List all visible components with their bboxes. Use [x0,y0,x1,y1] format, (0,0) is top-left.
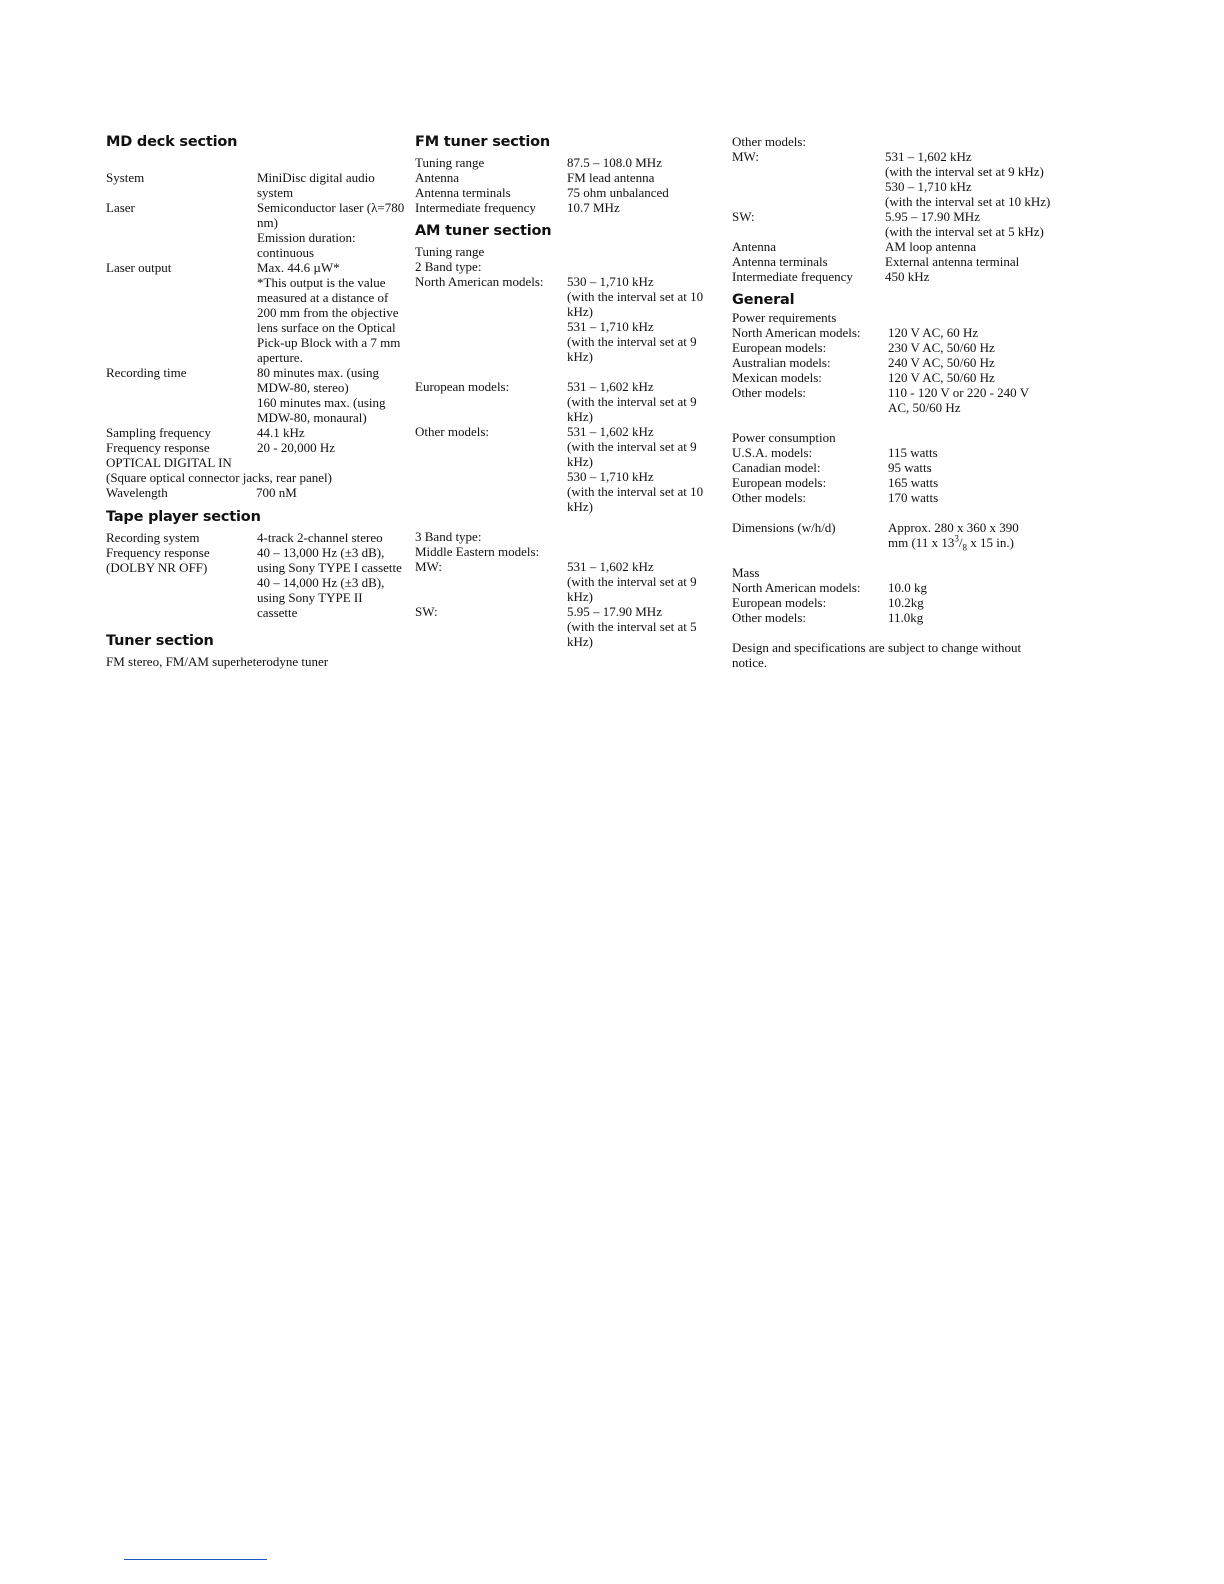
spec-value: 10.7 MHz [567,200,620,215]
spec-key: Frequency response (DOLBY NR OFF) [106,545,210,575]
spec-row [415,155,725,170]
spec-value: 531 – 1,602 kHz (with the interval set at 9 kHz) [567,379,697,424]
mass-list [732,580,1052,625]
md-deck-heading: MD deck section [106,134,238,150]
spec-key: MW: [415,559,442,574]
spec-row [106,365,406,425]
power-consumption-label: Power consumption [732,430,836,445]
spec-value: 110 - 120 V or 220 - 240 V AC, 50/60 Hz [888,385,1029,415]
spec-row [732,340,1052,355]
spec-key: North American models: [732,325,861,340]
spec-row [106,425,406,440]
spec-key: Other models: [732,610,807,625]
fraction-numerator: 3 [954,533,959,544]
spec-key: Antenna [415,170,460,185]
spec-row [732,475,1052,490]
spec-key: Canadian model: [732,460,821,475]
spec-row [732,580,1052,595]
spec-row [732,385,1052,415]
am-2band-label: 2 Band type: [415,259,482,274]
spec-row [732,490,1052,505]
spec-key: Laser output [106,260,172,275]
column-2 [415,134,725,649]
spec-row [732,239,1052,254]
fm-tuner-heading: FM tuner section [415,134,551,150]
spec-key: North American models: [732,580,861,595]
change-notice: Design and specifications are subject to change without notice. [732,640,1022,670]
spec-row [732,254,1052,269]
am-3band-list [415,559,725,649]
spec-row [732,370,1052,385]
spec-key: Mexican models: [732,370,822,385]
spec-value: 165 watts [888,475,939,490]
spec-row [415,424,725,514]
spec-value [888,520,1052,553]
spec-row [106,440,406,455]
dimensions-imperial-a: mm (11 x 13 [888,535,955,550]
spec-value: 10.2kg [888,595,924,610]
general-heading: General [732,292,795,308]
dimensions-imperial [888,533,1052,553]
am-3band-label: 3 Band type: [415,529,482,544]
spec-value: 120 V AC, 60 Hz [888,325,979,340]
spec-value: 20 - 20,000 Hz [257,440,335,455]
column-1 [106,134,406,669]
spec-key: European models: [732,340,827,355]
spec-row [415,559,725,604]
spec-value: 5.95 – 17.90 MHz (with the interval set at 5 kHz) [567,604,697,649]
tape-player-heading: Tape player section [106,509,261,525]
spec-value: 44.1 kHz [257,425,305,440]
spec-row [106,260,406,365]
spec-key: Dimensions (w/h/d) [732,520,836,535]
spec-key: Other models: [415,424,490,439]
spec-value: 120 V AC, 50/60 Hz [888,370,995,385]
spec-value: 87.5 – 108.0 MHz [567,155,662,170]
tape-spec-list [106,530,406,620]
spec-value: 11.0kg [888,610,924,625]
spec-key: Tuning range [415,155,485,170]
spec-key: Recording time [106,365,187,380]
fraction-denominator: 8 [962,542,967,553]
spec-key: Antenna [732,239,777,254]
fm-spec-list [415,155,725,215]
spec-key: MW: [732,149,759,164]
spec-value: Semiconductor laser (λ=780 nm) Emission duration: continuous [257,200,405,260]
spec-key: Laser [106,200,135,215]
spec-value: 40 – 13,000 Hz (±3 dB), using Sony TYPE I cassette 40 – 14,000 Hz (±3 dB), using Sony TYPE II cassette [257,545,402,620]
power-consumption-list [732,445,1052,505]
spec-value: 115 watts [888,445,938,460]
spec-row [415,274,725,364]
spec-value: 10.0 kg [888,580,927,595]
spec-key: European models: [732,475,827,490]
spec-value: 530 – 1,710 kHz (with the interval set at 10 kHz) 531 – 1,710 kHz (with the interval set at 9 kHz) [567,274,704,364]
spec-row [732,209,1052,239]
spec-row-wavelength [106,485,406,500]
spec-key: Other models: [732,490,807,505]
spec-value: Max. 44.6 µW* *This output is the value measured at a distance of 200 mm from the objective lens surface on the Optical Pick-up Block with a 7 mm aperture. [257,260,401,365]
spec-key: Sampling frequency [106,425,212,440]
spec-value: FM lead antenna [567,170,655,185]
spec-value: 531 – 1,602 kHz (with the interval set at 9 kHz) 530 – 1,710 kHz (with the interval set at 10 kHz) [567,424,704,514]
spec-key: Recording system [106,530,200,545]
spec-row [732,269,1052,284]
spec-key: European models: [415,379,510,394]
spec-key: Intermediate frequency [415,200,536,215]
tuner-heading: Tuner section [106,633,214,649]
spec-row [732,325,1052,340]
am-other-models-label: Other models: [732,134,807,149]
am-2band-list [415,274,725,514]
spec-value: 5.95 – 17.90 MHz (with the interval set at 5 kHz) [885,209,1044,239]
spec-key: Antenna terminals [415,185,511,200]
spec-value: 75 ohm unbalanced [567,185,669,200]
mass-label: Mass [732,565,760,580]
optical-digital-in-note: (Square optical connector jacks, rear panel) [106,470,332,485]
spec-row [732,460,1052,475]
fraction-slash: / [958,535,963,550]
spec-row [106,200,406,260]
spec-row [732,355,1052,370]
dimensions-metric: Approx. 280 x 360 x 390 [888,520,1019,535]
spec-key: System [106,170,145,185]
spec-value: MiniDisc digital audio system [257,170,375,200]
power-requirements-label: Power requirements [732,310,837,325]
power-requirements-list [732,325,1052,415]
am-tuning-range-label: Tuning range [415,244,485,259]
spec-row [732,445,1052,460]
spec-key: SW: [415,604,438,619]
spec-key: Frequency response [106,440,210,455]
am-tuner-heading: AM tuner section [415,223,552,239]
spec-row [106,530,406,545]
spec-value: 95 watts [888,460,932,475]
spec-key: Antenna terminals [732,254,828,269]
spec-key: Australian models: [732,355,831,370]
spec-value: 531 – 1,602 kHz (with the interval set at 9 kHz) [567,559,697,604]
spec-value: 240 V AC, 50/60 Hz [888,355,995,370]
spec-row [415,185,725,200]
spec-row [732,595,1052,610]
footnote-divider [124,1559,267,1560]
spec-value: AM loop antenna [885,239,976,254]
spec-key: North American models: [415,274,544,289]
spec-row-dimensions [732,520,1052,553]
spec-key: European models: [732,595,827,610]
spec-value: 450 kHz [885,269,930,284]
spec-value: 4-track 2-channel stereo [257,530,383,545]
column-3 [732,134,1052,670]
spec-value: 170 watts [888,490,939,505]
md-deck-spec-list [106,170,406,455]
spec-row [106,545,406,620]
spec-key: Wavelength [106,485,168,500]
dimensions-imperial-b: x 15 in.) [966,535,1014,550]
tuner-description: FM stereo, FM/AM superheterodyne tuner [106,654,329,669]
spec-key: Intermediate frequency [732,269,853,284]
spec-row [732,610,1052,625]
spec-key: SW: [732,209,755,224]
spec-row [415,170,725,185]
spec-value: 80 minutes max. (using MDW-80, stereo) 160 minutes max. (using MDW-80, monaural) [257,365,386,425]
am-3band-group: Middle Eastern models: [415,544,540,559]
spec-row [732,149,1052,209]
spec-row [415,379,725,424]
spec-row [415,604,725,649]
optical-digital-in-label: OPTICAL DIGITAL IN [106,455,232,470]
spec-value: 700 nM [256,485,297,500]
spec-key: Other models: [732,385,807,400]
spec-key: U.S.A. models: [732,445,813,460]
spec-value: 531 – 1,602 kHz (with the interval set at 9 kHz) 530 – 1,710 kHz (with the interval set at 10 kHz) [885,149,1051,209]
spec-row [106,170,406,200]
spec-value: 230 V AC, 50/60 Hz [888,340,995,355]
am-other-list [732,149,1052,284]
spec-value: External antenna terminal [885,254,1020,269]
spec-row [415,200,725,215]
